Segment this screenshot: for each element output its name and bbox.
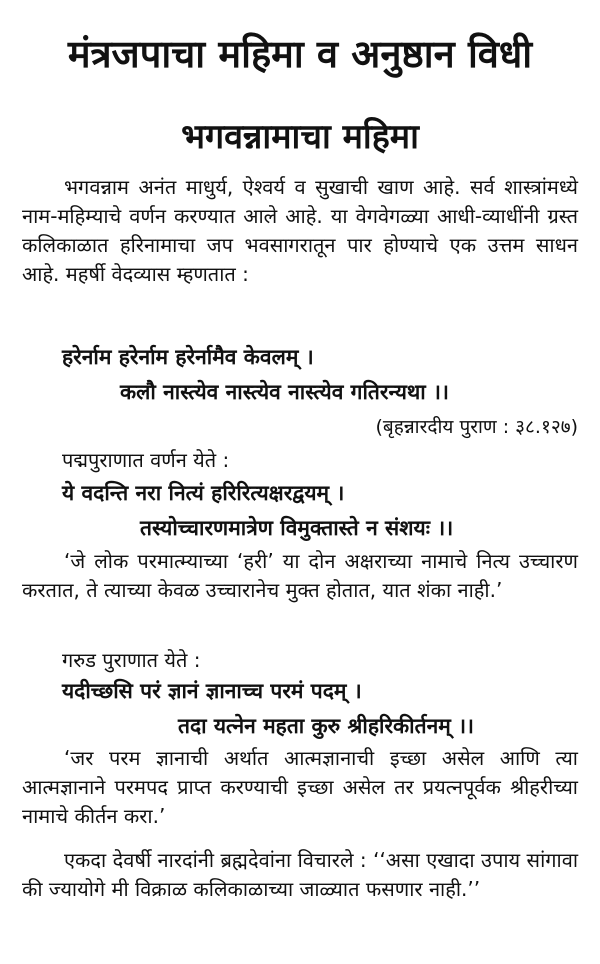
paragraph-intro-text: भगवन्नाम अनंत माधुर्य, ऐश्वर्य व सुखाची खाण आहे. सर्व शास्त्रांमध्ये नाम-महिम्याचे वर्णन करण्यात आले आहे. या वेगवेगळ्या आधी-व्याधींनी ग्रस्त कलिकाळात हरिनामाचा जप भवसागरातून पार होण्याचे एक उत्तम साधन आहे. महर्षी वेदव्यास म्हणतात : (22, 175, 578, 286)
paragraph-meaning-1 (22, 547, 578, 605)
paragraph-narada (22, 846, 578, 904)
paragraph-meaning-2 (22, 744, 578, 831)
intro-garuda-purana: गरुड पुराणात येते : (62, 648, 201, 672)
intro-padma-purana: पद्मपुराणात वर्णन येते : (62, 448, 230, 472)
verse-1-line-1: हरेर्नाम हरेर्नाम हरेर्नामैव केवलम् । (62, 345, 314, 369)
verse-2-line-1: ये वदन्ति नरा नित्यं हरिरित्यक्षरद्वयम् । (62, 481, 345, 505)
verse-1-reference: (बृहन्नारदीय पुराण : ३८.१२७) (375, 416, 578, 438)
verse-3-line-2: तदा यत्नेन महता कुरु श्रीहरिकीर्तनम् ।। (178, 714, 475, 738)
verse-1-line-2: कलौ नास्त्येव नास्त्येव नास्त्येव गतिरन्यथा ।। (120, 380, 449, 404)
paragraph-meaning-1-text: ‘जे लोक परमात्म्याच्या ‘हरी’ या दोन अक्षराच्या नामाचे नित्य उच्चारण करतात, ते त्याच्या केवळ उच्चारानेच मुक्त होतात, यात शंका नाही.’ (22, 549, 578, 602)
paragraph-narada-text: एकदा देवर्षी नारदांनी ब्रह्मदेवांना विचारले : ‘‘असा एखादा उपाय सांगावा की ज्यायोगे मी विक्राळ कलिकाळाच्या जाळ्यात फसणार नाही.’’ (22, 848, 578, 901)
page-title: मंत्रजपाचा महिमा व अनुष्ठान विधी (67, 32, 533, 76)
paragraph-intro (22, 173, 578, 289)
verse-2-line-2: तस्योच्चारणमात्रेण विमुक्तास्ते न संशयः ।। (140, 516, 454, 540)
verse-3-line-1: यदीच्छसि परं ज्ञानं ज्ञानाच्च परमं पदम् । (62, 679, 362, 703)
paragraph-meaning-2-text: ‘जर परम ज्ञानाची अर्थात आत्मज्ञानाची इच्छा असेल आणि त्या आत्मज्ञानाने परमपद प्राप्त करण्याची इच्छा असेल तर प्रयत्नपूर्वक श्रीहरीच्या नामाचे कीर्तन करा.’ (22, 746, 578, 828)
section-heading: भगवन्नामाचा महिमा (181, 117, 419, 157)
